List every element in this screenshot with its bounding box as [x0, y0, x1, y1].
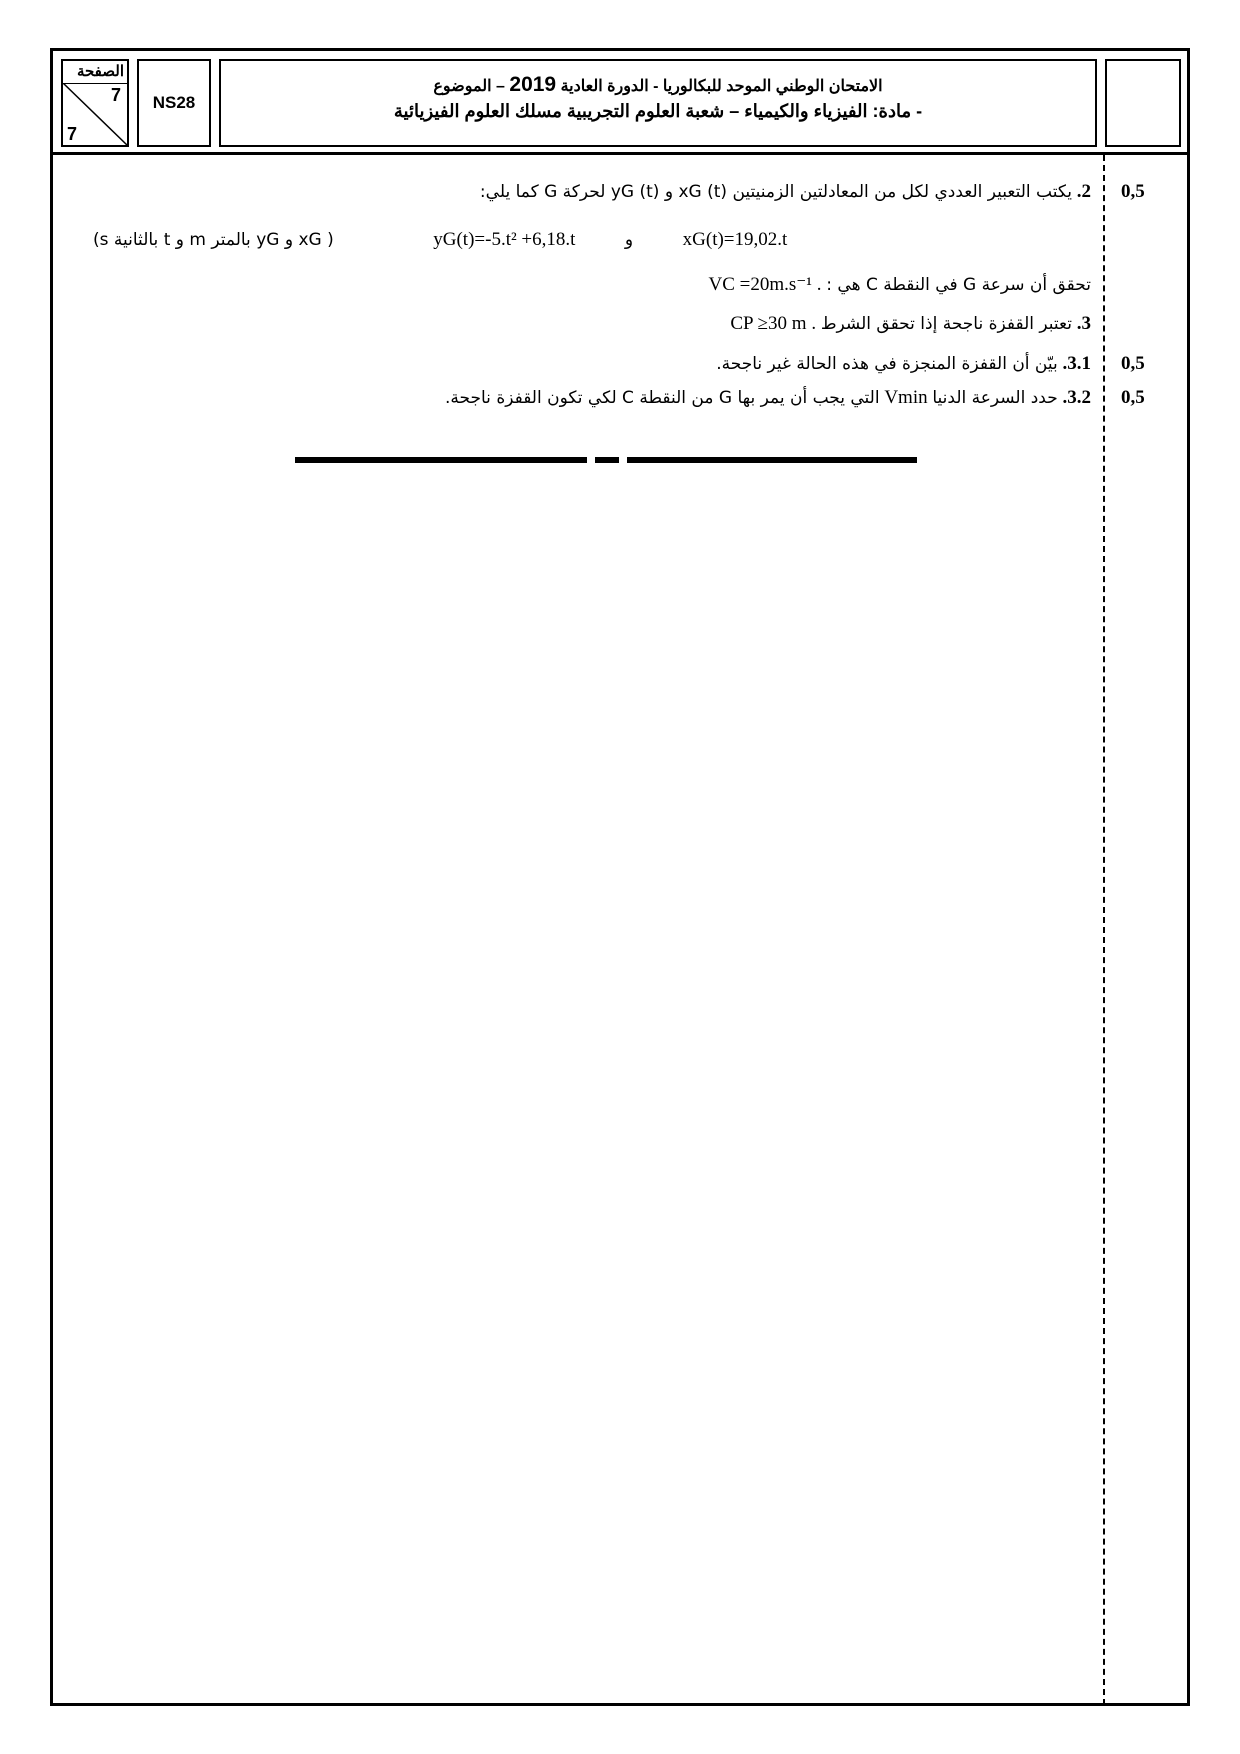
grade-column-divider	[1103, 155, 1105, 1705]
page-number: 7	[110, 85, 121, 105]
equations-line	[93, 229, 787, 251]
question-2: 2. يكتب التعبير العددي لكل من المعادلتين الزمنيتين (t) xG و (t) yG لحركة G كما يلي:	[479, 181, 1091, 202]
grade-q3-2: 0,5	[1121, 387, 1145, 408]
page-frame	[50, 48, 1190, 1706]
grade-q2: 0,5	[1121, 181, 1145, 202]
verify-speed: تحقق أن سرعة G في النقطة C هي : VC =20m.s⁻¹ .	[708, 274, 1091, 295]
speed-value: VC =20m.s⁻¹ .	[708, 274, 822, 295]
success-condition: CP ≥30 m .	[730, 313, 817, 334]
page-total: 7	[67, 124, 78, 144]
page-indicator	[61, 59, 129, 147]
units-note: ( xG و yG بالمتر m و t بالثانية s)	[93, 230, 334, 250]
exam-title-line2: - مادة: الفيزياء والكيمياء – شعبة العلوم التجريبية مسلك العلوم الفيزيائية	[393, 101, 923, 121]
question-3: 3. تعتبر القفزة ناجحة إذا تحقق الشرط CP ≥30 m .	[730, 313, 1091, 334]
question-3-1: 3.1. بيّن أن القفزة المنجزة في هذه الحالة غير ناجحة.	[716, 353, 1091, 374]
blank-box	[1105, 59, 1181, 147]
vmin-symbol: Vmin	[884, 387, 928, 408]
end-rule-middle	[595, 457, 619, 463]
conjunction: و	[624, 230, 634, 250]
equation-y: yG(t)=-5.t² +6,18.t	[433, 229, 576, 250]
exam-code: NS28	[137, 59, 211, 147]
grade-q3-1: 0,5	[1121, 353, 1145, 374]
end-rule-left	[295, 457, 587, 463]
end-rule-right	[627, 457, 917, 463]
equation-x: xG(t)=19,02.t	[682, 229, 788, 250]
question-3-2: 3.2. حدد السرعة الدنيا Vmin التي يجب أن يمر بها G من النقطة C لكي تكون القفزة ناجحة.	[445, 387, 1091, 408]
exam-header	[53, 51, 1187, 155]
exam-title	[219, 59, 1097, 147]
page-label: الصفحة	[76, 63, 124, 80]
exam-title-line1: الامتحان الوطني الموحد للبكالوريا - الدورة العادية 2019 – الموضوع	[433, 73, 883, 96]
